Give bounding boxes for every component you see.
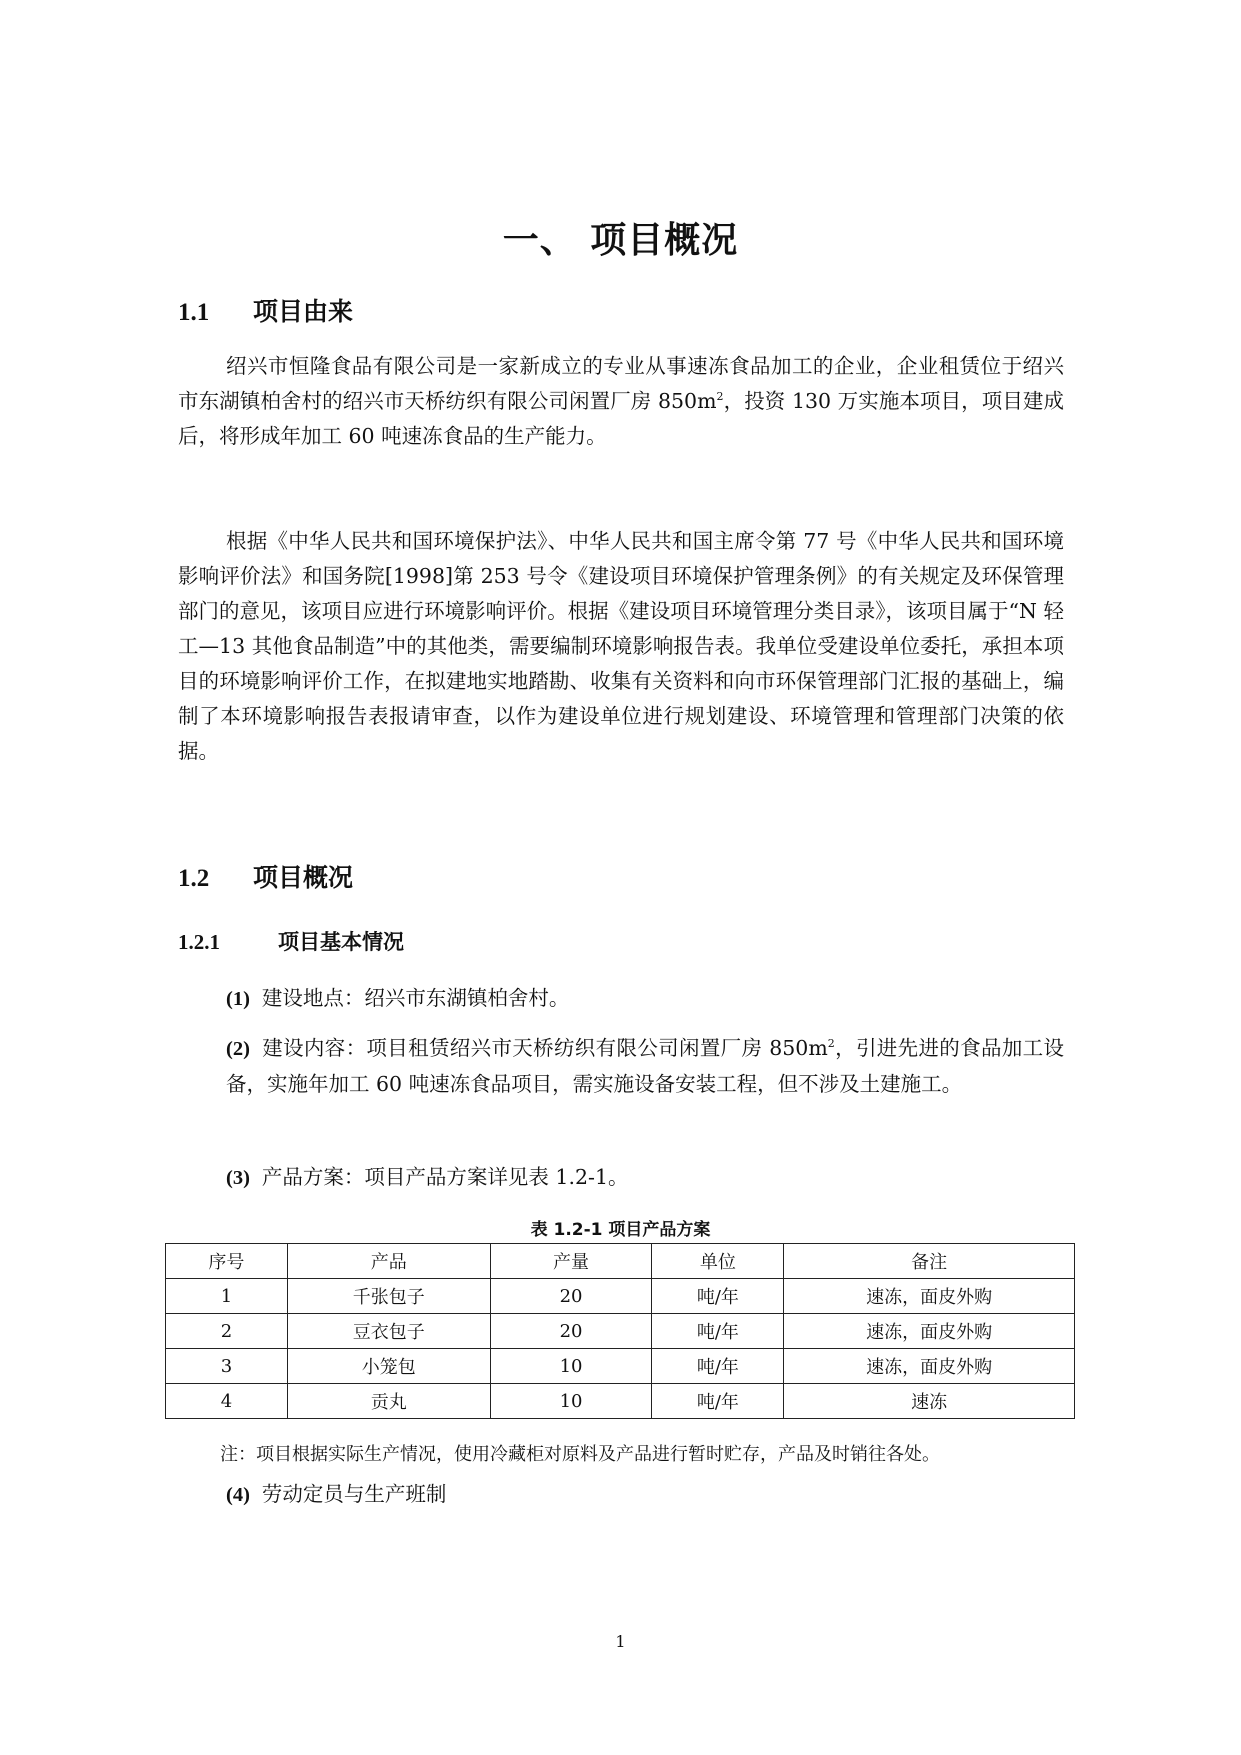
list-marker: (3)	[226, 1167, 250, 1189]
table-cell: 豆衣包子	[287, 1314, 490, 1349]
list-item-text: 劳动定员与生产班制	[261, 1482, 447, 1506]
table-cell: 3	[166, 1349, 288, 1384]
column-header: 单位	[652, 1244, 784, 1279]
subsection-title: 项目基本情况	[278, 930, 404, 954]
table-header-row	[166, 1244, 1075, 1279]
chapter-title: 一、 项目概况	[502, 220, 739, 261]
table-cell: 速冻	[784, 1384, 1075, 1419]
table-cell: 吨/年	[652, 1349, 784, 1384]
product-table	[165, 1243, 1075, 1419]
list-item-text: 建设地点：绍兴市东湖镇柏舍村。	[261, 986, 570, 1010]
table-cell: 小笼包	[287, 1349, 490, 1384]
table-cell: 1	[166, 1279, 288, 1314]
list-marker: (1)	[226, 988, 250, 1010]
subsection-heading-1-2-1	[178, 926, 404, 956]
list-item-text: 建设内容：项目租赁绍兴市天桥纺织有限公司闲置厂房 850m	[261, 1036, 828, 1060]
section-number: 1.2	[178, 865, 210, 892]
list-marker: (4)	[226, 1484, 250, 1506]
column-header: 产量	[490, 1244, 652, 1279]
table-cell: 速冻，面皮外购	[784, 1314, 1075, 1349]
list-item	[178, 1031, 1064, 1102]
table-cell: 吨/年	[652, 1314, 784, 1349]
table-row	[166, 1384, 1075, 1419]
section-title: 项目由来	[253, 297, 354, 326]
paragraph-project-origin	[178, 349, 1064, 454]
section-heading-1-1	[178, 292, 353, 328]
paragraph-text: 绍兴市恒隆食品有限公司是一家新成立的专业从事速冻食品加工的企业，企业租赁位于绍兴市东湖镇柏舍村的绍兴市天桥纺织有限公司闲置厂房 850m	[178, 354, 1064, 413]
paragraph-text: ，投资 130 万实施本项目，项目建成后，将形成年加工 60 吨速冻食品的生产能力。	[178, 389, 1064, 448]
table-cell: 速冻，面皮外购	[784, 1279, 1075, 1314]
column-header: 备注	[784, 1244, 1075, 1279]
column-header: 产品	[287, 1244, 490, 1279]
page-number: 1	[615, 1632, 626, 1651]
table-cell: 2	[166, 1314, 288, 1349]
column-header: 序号	[166, 1244, 288, 1279]
table-row	[166, 1349, 1075, 1384]
table-row	[166, 1314, 1075, 1349]
table-cell: 20	[490, 1279, 652, 1314]
table-cell: 10	[490, 1384, 652, 1419]
table-cell: 4	[166, 1384, 288, 1419]
table-cell: 贡丸	[287, 1384, 490, 1419]
list-marker: (2)	[226, 1038, 250, 1060]
superscript: 2	[716, 390, 724, 404]
list-item	[178, 981, 1064, 1017]
paragraph-regulatory-basis: 根据《中华人民共和国环境保护法》、中华人民共和国主席令第 77 号《中华人民共和国环境影响评价法》和国务院[1998]第 253 号令《建设项目环境保护管理条例》的有关规定及环保管理部门的意见，该项目应进行环境影响评价。根据《建设项目环境管理分类目录》，该项目属于“N 轻工—13 其他食品制造”中的其他类，需要编制环境影响报告表。我单位受建设单位委托，承担本项目的环境影响评价工作，在拟建地实地踏勘、收集有关资料和向市环保管理部门汇报的基础上，编制了本环境影响报告表报请审查，以作为建设单位进行规划建设、环境管理和管理部门决策的依据。	[178, 529, 1064, 763]
table-note: 注：项目根据实际生产情况，使用冷藏柜对原料及产品进行暂时贮存，产品及时销往各处。	[220, 1444, 940, 1465]
table-cell: 千张包子	[287, 1279, 490, 1314]
section-title: 项目概况	[253, 863, 354, 892]
table-caption: 表 1.2-1 项目产品方案	[530, 1220, 711, 1240]
table-cell: 20	[490, 1314, 652, 1349]
list-item	[178, 1160, 1064, 1196]
superscript: 2	[827, 1037, 835, 1051]
subsection-number: 1.2.1	[178, 930, 220, 954]
table-cell: 吨/年	[652, 1384, 784, 1419]
table-cell: 速冻，面皮外购	[784, 1349, 1075, 1384]
table-cell: 吨/年	[652, 1279, 784, 1314]
section-number: 1.1	[178, 299, 210, 326]
table-cell: 10	[490, 1349, 652, 1384]
section-heading-1-2	[178, 858, 353, 894]
list-item-text: ，引进先进的食品加工设备，实施年加工 60 吨速冻食品项目，需实施设备安装工程，但不涉及土建施工。	[226, 1036, 1064, 1096]
table-row	[166, 1279, 1075, 1314]
list-item-text: 产品方案：项目产品方案详见表 1.2-1。	[261, 1165, 629, 1189]
list-item	[178, 1477, 1064, 1513]
